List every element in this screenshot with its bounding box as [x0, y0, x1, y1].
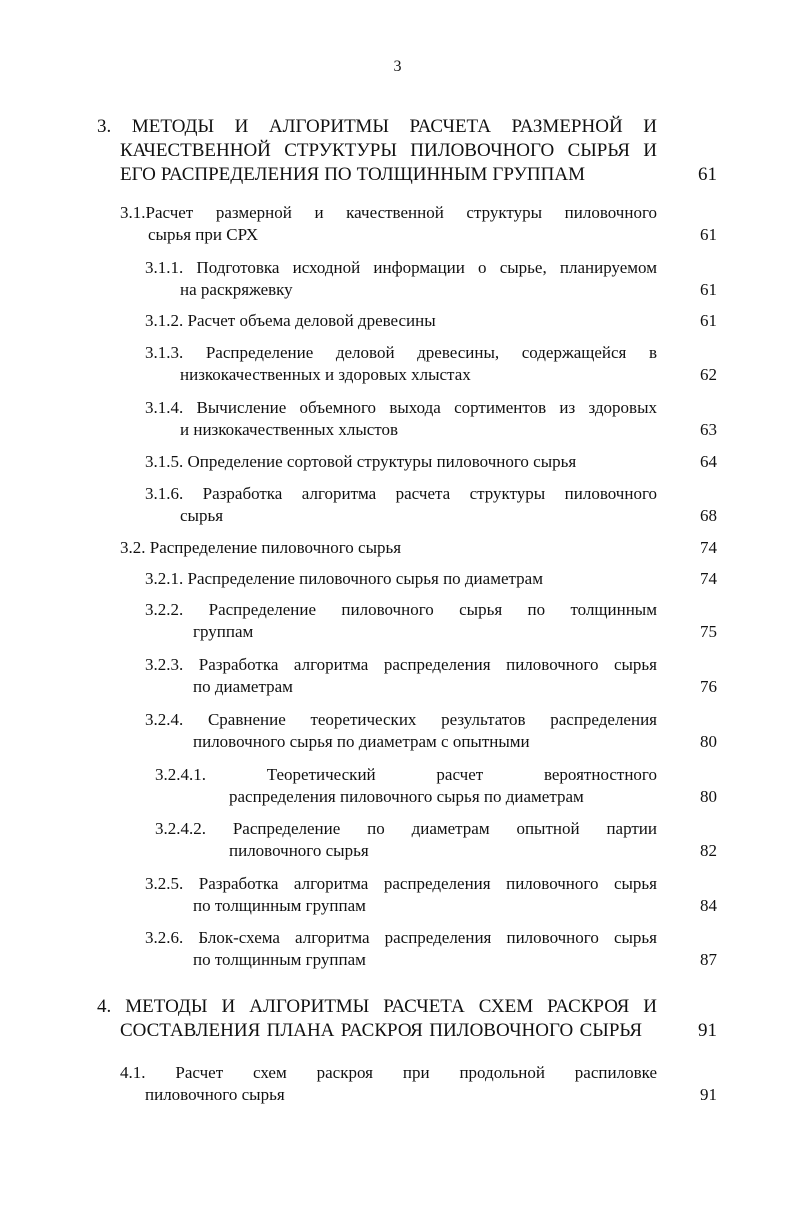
toc-entry-text: 4.1. Расчет схем раскроя при продольной распиловке	[120, 1063, 657, 1082]
toc-page-number: 61	[698, 164, 717, 185]
toc-entry-text: сырья при СРХ	[148, 225, 259, 244]
toc-entry-text: 3.2.4.2. Распределение по диаметрам опытной партии	[155, 819, 657, 838]
toc-entry-text: 3.2. Распределение пиловочного сырья	[120, 538, 402, 557]
toc-entry-text: распределения пиловочного сырья по диаметрам	[229, 787, 584, 806]
toc-entry-text: пиловочного сырья	[145, 1085, 285, 1104]
toc-entry-text: пиловочного сырья	[229, 841, 369, 860]
toc-entry-text: 3.1.3. Распределение деловой древесины, содержащейся в	[145, 343, 657, 362]
toc-entry-text: 3.2.4.1. Теоретический расчет вероятностного	[155, 765, 657, 784]
toc-page-number: 68	[700, 506, 717, 525]
toc-entry-text: 3.1.Расчет размерной и качественной структуры пиловочного	[120, 203, 657, 222]
toc-page-number: 87	[700, 950, 717, 969]
toc-entry-text: сырья	[180, 506, 224, 525]
toc-entry-text: низкокачественных и здоровых хлыстах	[180, 365, 471, 384]
toc-page-number: 82	[700, 841, 717, 860]
toc-page-number: 62	[700, 365, 717, 384]
toc-page-number: 74	[700, 538, 717, 557]
toc-page-number: 61	[700, 225, 717, 244]
toc-entry-text: 3.2.6. Блок-схема алгоритма распределения пиловочного сырья	[145, 928, 657, 947]
toc-entry-text: по толщинным группам	[193, 950, 366, 969]
toc-page-number: 80	[700, 732, 717, 751]
toc-page-number: 74	[700, 569, 717, 588]
toc-entry-text: по диаметрам	[193, 677, 293, 696]
toc-entry-text: по толщинным группам	[193, 896, 366, 915]
toc-page-number: 91	[698, 1020, 717, 1041]
toc-entry-text: 3.1.5. Определение сортовой структуры пиловочного сырья	[145, 452, 577, 471]
toc-page-number: 76	[700, 677, 717, 696]
toc-entry-text: 3.1.1. Подготовка исходной информации о сырье, планируемом	[145, 258, 657, 277]
page-number: 3	[393, 58, 402, 75]
toc-entry-text: 3.1.6. Разработка алгоритма расчета структуры пиловочного	[145, 484, 657, 503]
toc-entry-text: 3.2.4. Сравнение теоретических результатов распределения	[145, 710, 657, 729]
toc-entry-text: на раскряжевку	[180, 280, 293, 299]
toc-page-number: 80	[700, 787, 717, 806]
toc-entry-text: 3.1.4. Вычисление объемного выхода сортиментов из здоровых	[145, 398, 657, 417]
toc-entry-text: ЕГО РАСПРЕДЕЛЕНИЯ ПО ТОЛЩИННЫМ ГРУППАМ	[120, 164, 585, 185]
toc-entry-text: 3.1.2. Расчет объема деловой древесины	[145, 311, 436, 330]
toc-page-number: 84	[700, 896, 717, 915]
toc-page-number: 91	[700, 1085, 717, 1104]
toc-page-number: 75	[700, 622, 717, 641]
toc-page-number: 63	[700, 420, 717, 439]
toc-entry-text: и низкокачественных хлыстов	[180, 420, 399, 439]
toc-entry-text: 4. МЕТОДЫ И АЛГОРИТМЫ РАСЧЕТА СХЕМ РАСКРОЯ И	[97, 996, 657, 1017]
toc-entry-text: 3.2.3. Разработка алгоритма распределения пиловочного сырья	[145, 655, 657, 674]
toc-page-number: 61	[700, 280, 717, 299]
toc-entry-text: группам	[193, 622, 254, 641]
toc-page-number: 64	[700, 452, 717, 471]
toc-page-number: 61	[700, 311, 717, 330]
toc-entry-text: 3. МЕТОДЫ И АЛГОРИТМЫ РАСЧЕТА РАЗМЕРНОЙ И	[97, 116, 657, 137]
toc-entry-text: 3.2.1. Распределение пиловочного сырья по диаметрам	[145, 569, 543, 588]
toc-entry-text: 3.2.5. Разработка алгоритма распределения пиловочного сырья	[145, 874, 657, 893]
toc-entry-text: КАЧЕСТВЕННОЙ СТРУКТУРЫ ПИЛОВОЧНОГО СЫРЬЯ И	[120, 140, 657, 161]
toc-entry-text: 3.2.2. Распределение пиловочного сырья по толщинным	[145, 600, 657, 619]
toc-entry-text: СОСТАВЛЕНИЯ ПЛАНА РАСКРОЯ ПИЛОВОЧНОГО СЫРЬЯ	[120, 1020, 642, 1041]
toc-entry-text: пиловочного сырья по диаметрам с опытными	[193, 732, 530, 751]
